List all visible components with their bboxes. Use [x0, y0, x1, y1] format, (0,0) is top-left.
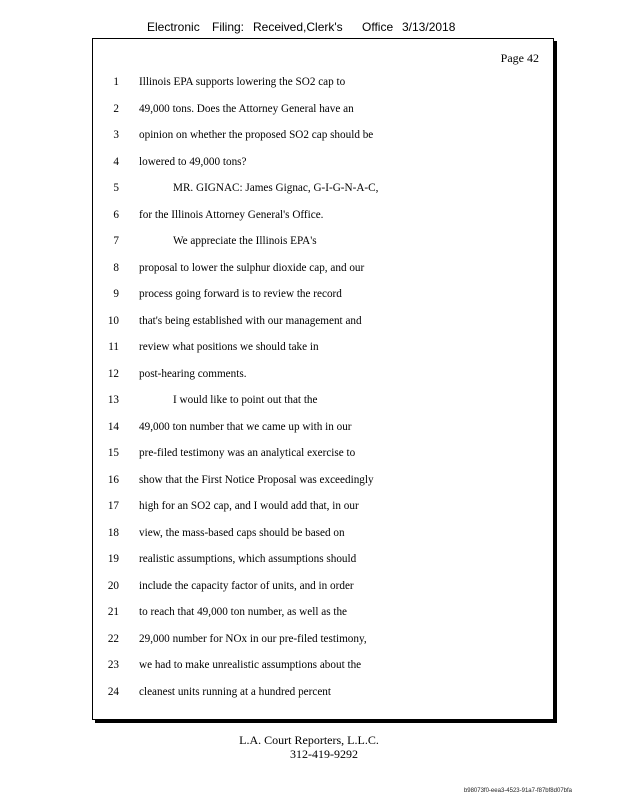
line-number: 13	[107, 394, 119, 406]
line-number: 10	[107, 314, 119, 327]
line-number: 15	[107, 447, 119, 459]
line-number: 23	[107, 659, 119, 671]
transcript-line	[93, 603, 553, 621]
line-text: post-hearing comments.	[139, 367, 247, 380]
transcript-line	[93, 497, 553, 515]
transcript-line	[93, 338, 553, 356]
line-number: 11	[108, 341, 119, 353]
transcript-line	[93, 232, 553, 250]
transcript-line	[93, 471, 553, 489]
line-text: 29,000 number for NOx in our pre-filed testimony,	[139, 632, 367, 645]
line-text: high for an SO2 cap, and I would add that, in our	[139, 500, 359, 512]
line-text: review what positions we should take in	[139, 341, 319, 353]
line-text: 49,000 tons. Does the Attorney General have an	[139, 102, 354, 115]
line-number: 8	[113, 261, 119, 274]
line-number: 18	[107, 526, 119, 539]
header-received: Received,Clerk's	[253, 20, 343, 34]
line-text: that's being established with our management and	[139, 314, 362, 327]
transcript-line	[93, 550, 553, 568]
line-number: 12	[107, 367, 119, 380]
line-text: show that the First Notice Proposal was exceedingly	[139, 473, 374, 486]
line-text: I would like to point out that the	[173, 394, 318, 406]
line-number: 17	[107, 500, 119, 512]
line-text: pre-filed testimony was an analytical exercise to	[139, 447, 356, 459]
line-number: 14	[107, 420, 119, 433]
line-number: 9	[113, 288, 119, 300]
header-electronic: Electronic	[147, 20, 200, 34]
transcript-line	[93, 365, 553, 383]
line-text: 49,000 ton number that we came up with in our	[139, 420, 352, 433]
header-date: 3/13/2018	[402, 20, 456, 34]
footer-company: L.A. Court Reporters, L.L.C.	[239, 733, 379, 747]
transcript-line	[93, 285, 553, 303]
transcript-line	[93, 312, 553, 330]
line-number: 2	[113, 102, 119, 115]
line-text: Illinois EPA supports lowering the SO2 cap to	[139, 76, 346, 88]
transcript-line	[93, 683, 553, 701]
line-text: proposal to lower the sulphur dioxide cap, and our	[139, 261, 365, 274]
line-number: 5	[113, 182, 119, 194]
line-text: to reach that 49,000 ton number, as well as the	[139, 606, 348, 618]
header-filing: Filing:	[212, 20, 245, 34]
line-number: 3	[113, 129, 119, 141]
transcript-line	[93, 524, 553, 542]
line-number: 6	[113, 208, 119, 221]
document-id: b98073f0-eea3-4523-91a7-f87bf8d07bfa	[463, 788, 572, 794]
transcript-line	[93, 153, 553, 171]
transcript-line	[93, 126, 553, 144]
line-text: realistic assumptions, which assumptions should	[139, 553, 357, 565]
line-text: view, the mass-based caps should be based on	[139, 526, 345, 539]
line-text: process going forward is to review the record	[139, 288, 342, 300]
transcript-line	[93, 630, 553, 648]
transcript-line	[93, 577, 553, 595]
line-text: include the capacity factor of units, and in order	[139, 579, 354, 592]
line-text: opinion on whether the proposed SO2 cap should be	[139, 129, 374, 141]
transcript-line	[93, 73, 553, 91]
transcript-line	[93, 444, 553, 462]
line-text: lowered to 49,000 tons?	[139, 155, 247, 168]
line-number: 22	[107, 632, 119, 645]
transcript-page	[92, 38, 554, 720]
line-number: 7	[113, 235, 119, 247]
line-number: 24	[107, 685, 119, 698]
transcript-line	[93, 206, 553, 224]
line-text: for the Illinois Attorney General's Office.	[139, 208, 324, 221]
line-number: 16	[107, 473, 119, 486]
transcript-line	[93, 179, 553, 197]
line-text: We appreciate the Illinois EPA's	[173, 235, 317, 247]
line-text: MR. GIGNAC: James Gignac, G-I-G-N-A-C,	[173, 182, 379, 194]
line-number: 19	[107, 553, 119, 565]
transcript-line	[93, 391, 553, 409]
transcript-line	[93, 656, 553, 674]
line-number: 21	[107, 606, 119, 618]
footer-phone: 312-419-9292	[290, 747, 358, 761]
line-number: 1	[113, 76, 119, 88]
page-footer	[0, 733, 618, 761]
transcript-line	[93, 259, 553, 277]
line-number: 20	[107, 579, 119, 592]
line-text: cleanest units running at a hundred percent	[139, 685, 331, 698]
line-text: we had to make unrealistic assumptions about the	[139, 659, 362, 671]
transcript-line	[93, 418, 553, 436]
line-number: 4	[113, 155, 119, 168]
transcript-line	[93, 100, 553, 118]
page-number: Page 42	[500, 51, 539, 65]
header-office: Office	[362, 20, 394, 34]
filing-stamp-header	[0, 20, 618, 36]
